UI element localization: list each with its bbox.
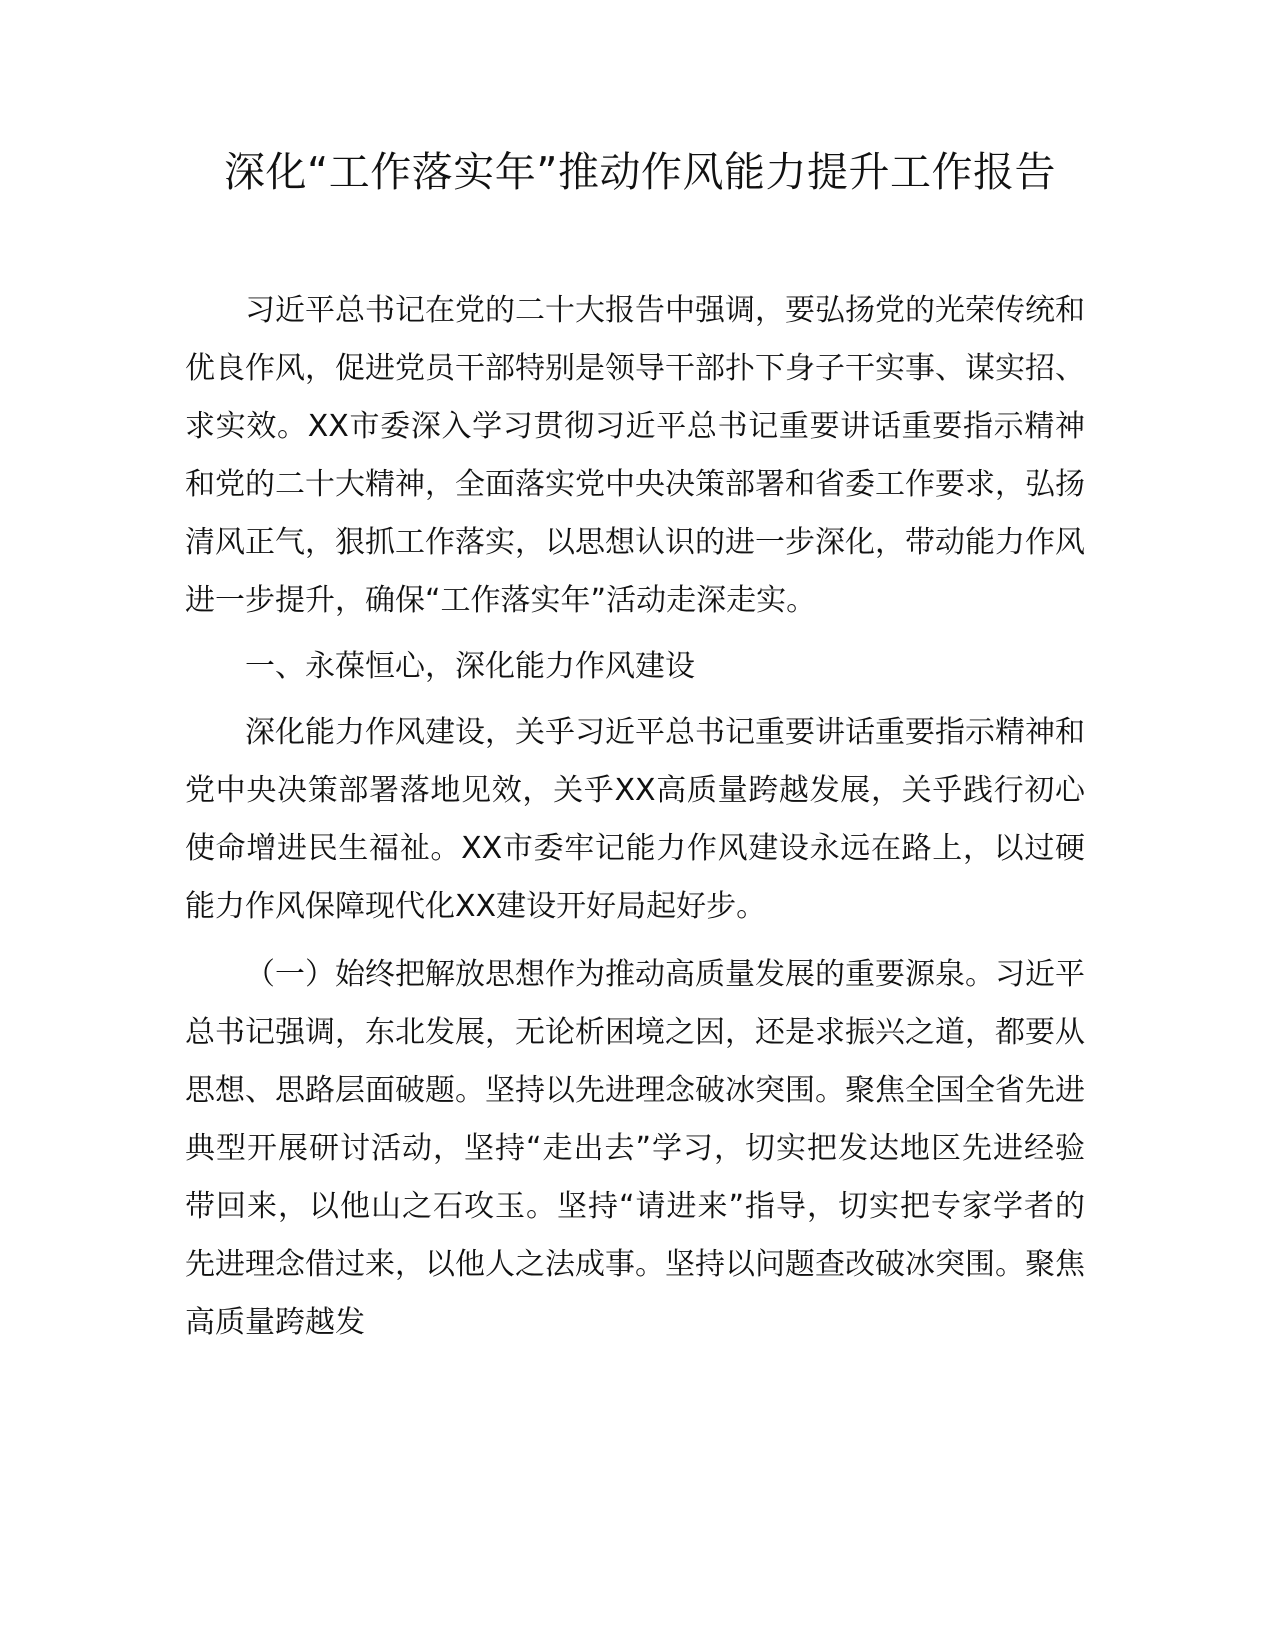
subsection-1-paragraph: （一）始终把解放思想作为推动高质量发展的重要源泉。习近平总书记强调，东北发展，无论析困境之因，还是求振兴之道，都要从思想、思路层面破题。坚持以先进理念破冰突围。聚焦全国全省先进典型开展研讨活动，坚持“走出去”学习，切实把发达地区先进经验带回来，以他山之石攻玉。坚持“请进来”指导，切实把专家学者的先进理念借过来，以他人之法成事。坚持以问题查改破冰突围。聚焦高质量跨越发	[185, 957, 1085, 1340]
intro-paragraph: 习近平总书记在党的二十大报告中强调，要弘扬党的光荣传统和优良作风，促进党员干部特别是领导干部扑下身子干实事、谋实招、求实效。XX市委深入学习贯彻习近平总书记重要讲话重要指示精神和党的二十大精神，全面落实党中央决策部署和省委工作要求，弘扬清风正气，狠抓工作落实，以思想认识的进一步深化，带动能力作风进一步提升，确保“工作落实年”活动走深走实。	[185, 293, 1085, 618]
document-title: 深化“工作落实年”推动作风能力提升工作报告	[224, 148, 1056, 196]
section-heading-1: 一、永葆恒心，深化能力作风建设	[245, 649, 695, 684]
section-1-paragraph: 深化能力作风建设，关乎习近平总书记重要讲话重要指示精神和党中央决策部署落地见效，关乎XX高质量跨越发展，关乎践行初心使命增进民生福祉。XX市委牢记能力作风建设永远在路上，以过硬能力作风保障现代化XX建设开好局起好步。	[185, 715, 1085, 924]
document-body	[185, 282, 1085, 1352]
